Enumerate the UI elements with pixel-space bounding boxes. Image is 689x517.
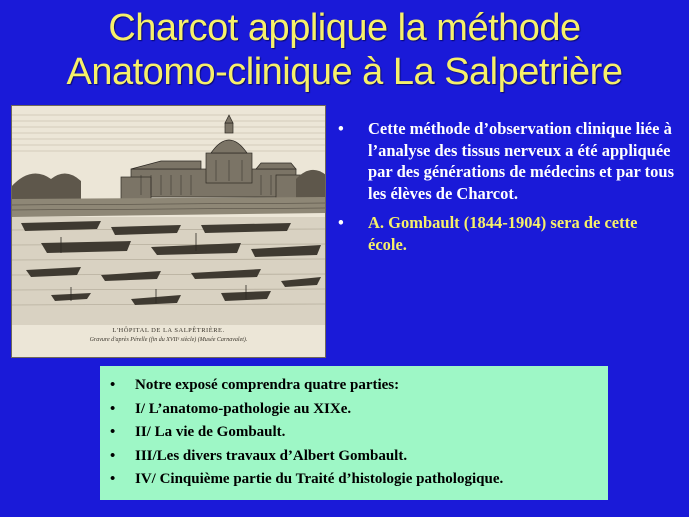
bullet-marker-icon: •	[110, 400, 116, 417]
bullet-method-text: Cette méthode d’observation clinique liée à l’analyse des tissus nerveux a été appliquée par des générations de médecins et par tous les élèves de Charcot.	[368, 119, 675, 203]
bullet-gombault-text: A. Gombault (1844-1904) sera de cette école.	[368, 213, 638, 254]
outline-item-text: Notre exposé comprendra quatre parties:	[135, 377, 400, 393]
slide-title	[0, 6, 689, 94]
bullet-marker-icon: •	[110, 447, 116, 464]
outline-list	[110, 374, 608, 492]
bullet-gombault	[338, 212, 678, 255]
outline-item	[110, 468, 608, 492]
outline-item-text: III/Les divers travaux d’Albert Gombault.	[135, 447, 408, 464]
outline-item-text: I/ L’anatomo-pathologie au XIXe.	[135, 400, 352, 417]
bullet-marker-icon: •	[110, 377, 116, 393]
right-bullet-list	[338, 118, 678, 264]
outline-box	[100, 366, 608, 500]
title-line-2: Anatomo-clinique à La Salpetrière	[66, 51, 623, 93]
bullet-marker-icon: •	[338, 119, 344, 138]
outline-item	[110, 398, 608, 422]
outline-item	[110, 374, 608, 398]
bullet-method	[338, 118, 678, 204]
engraving-caption-title: L'HÔPITAL DE LA SALPÊTRIÈRE.	[112, 327, 225, 334]
engraving-caption-credit: Gravure d'après Pérelle (fin du XVIIᵉ siècle) (Musée Carnavalet).	[89, 337, 248, 343]
engraving-illustration	[11, 105, 326, 358]
bullet-marker-icon: •	[110, 424, 116, 440]
title-line-1: Charcot applique la méthode	[108, 7, 581, 49]
outline-item	[110, 445, 608, 469]
outline-item	[110, 421, 608, 445]
outline-item-text: II/ La vie de Gombault.	[135, 424, 286, 440]
outline-item-text: IV/ Cinquième partie du Traité d’histologie pathologique.	[135, 471, 504, 487]
salpetriere-engraving	[11, 105, 326, 358]
bullet-marker-icon: •	[338, 213, 344, 233]
bullet-marker-icon: •	[110, 471, 116, 487]
